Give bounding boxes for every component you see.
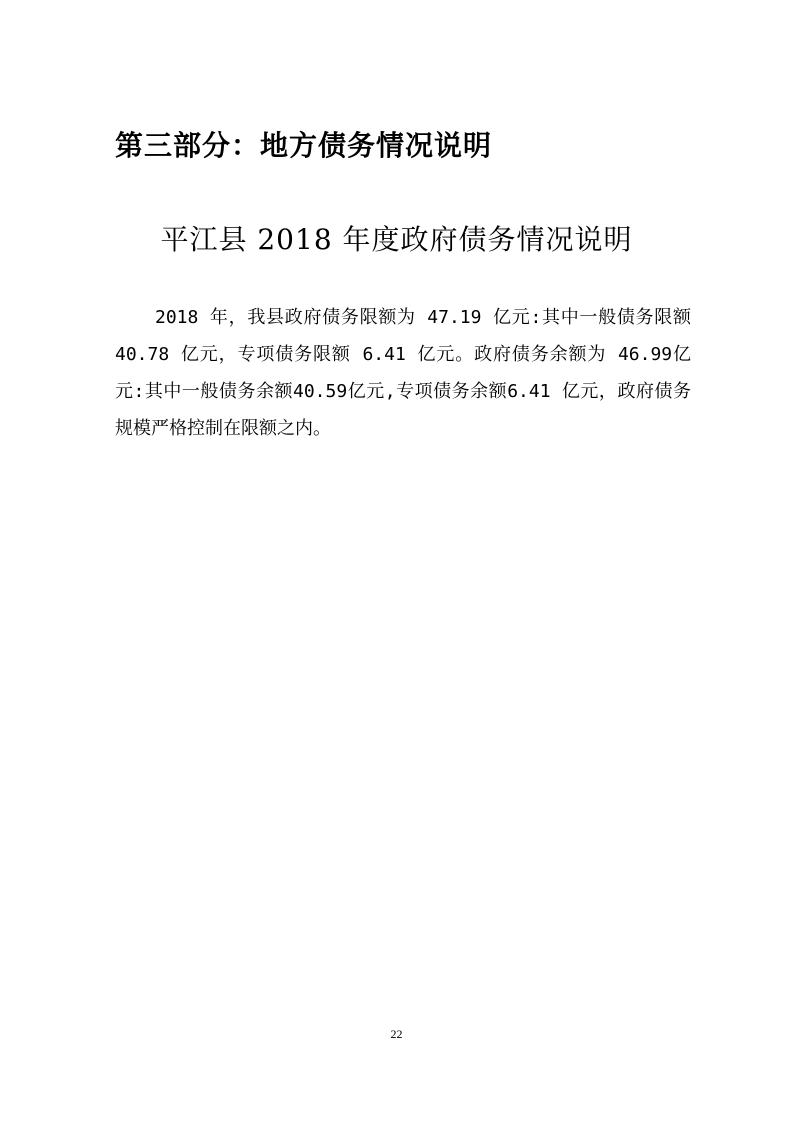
body-paragraph: 2018 年，我县政府债务限额为 47.19 亿元:其中一般债务限额 40.78 亿元，专项债务限额 6.41 亿元。政府债务余额为 46.99亿元:其中一般债务余额40.59亿元,专项债务余额6.41 亿元，政府债务规模严格控制在限额之内。 bbox=[115, 307, 691, 439]
document-title: 平江县 2018 年度政府债务情况说明 bbox=[160, 223, 633, 256]
page-number: 22 bbox=[390, 1027, 403, 1041]
section-heading: 第三部分：地方债务情况说明 bbox=[115, 129, 493, 162]
